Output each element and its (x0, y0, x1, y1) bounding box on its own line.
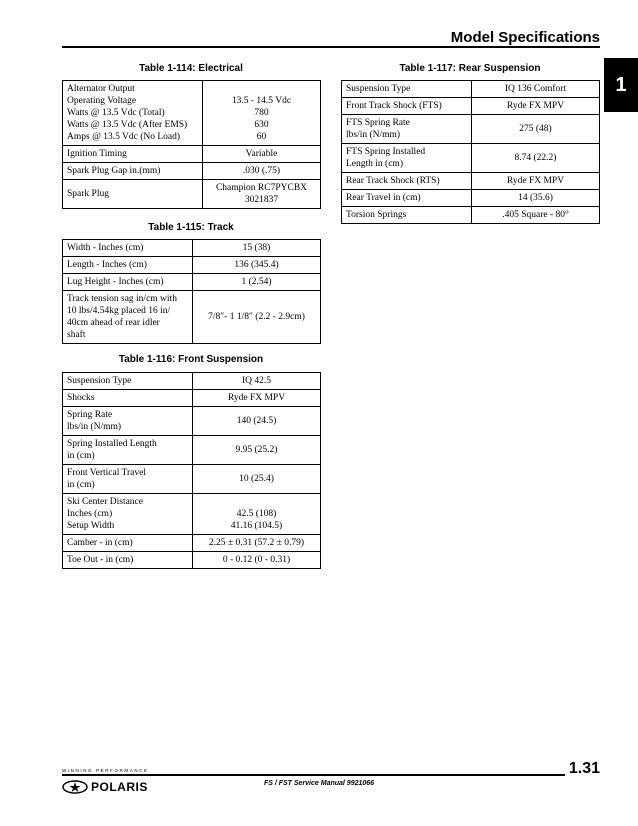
footer-rule (62, 774, 600, 776)
table-row (342, 144, 600, 173)
row-value: Ryde FX MPV (472, 98, 600, 115)
row-label: Front Vertical Travel in (cm) (63, 465, 193, 494)
row-label: Length - Inches (cm) (63, 257, 193, 274)
row-value: .030 (.75) (203, 163, 321, 180)
row-value: 140 (24.5) (193, 407, 321, 436)
brand-tagline: WINNING PERFORMANCE (62, 768, 153, 773)
track-table (62, 239, 321, 344)
row-value: 2.25 ± 0.31 (57.2 ± 0.79) (193, 535, 321, 552)
front-suspension-table (62, 372, 321, 569)
table-row (63, 390, 321, 407)
chapter-tab: 1 (604, 58, 638, 112)
row-value: Ryde FX MPV (472, 173, 600, 190)
row-value: 275 (48) (472, 115, 600, 144)
row-label: Spring Installed Length in (cm) (63, 436, 193, 465)
electrical-table (62, 80, 321, 209)
row-value: Ryde FX MPV (193, 390, 321, 407)
row-value: 42.5 (108) 41.16 (104.5) (193, 494, 321, 535)
row-label: Spark Plug (63, 180, 203, 209)
row-label: FTS Spring Rate lbs/in (N/mm) (342, 115, 472, 144)
row-label: Suspension Type (342, 81, 472, 98)
header-rule (62, 46, 600, 48)
table-row (342, 115, 600, 144)
table-row (63, 257, 321, 274)
row-label: FTS Spring Installed Length in (cm) (342, 144, 472, 173)
table-row (63, 494, 321, 535)
table-row (63, 180, 321, 209)
row-label: Rear Track Shock (RTS) (342, 173, 472, 190)
row-label: Ignition Timing (63, 146, 203, 163)
table-row (63, 163, 321, 180)
track-table-caption: Table 1-115: Track (148, 222, 234, 233)
row-label: Rear Travel in (cm) (342, 190, 472, 207)
table-row (342, 207, 600, 224)
row-value: 14 (35.6) (472, 190, 600, 207)
row-value: .405 Square - 80° (472, 207, 600, 224)
row-value: Variable (203, 146, 321, 163)
row-label: Ski Center Distance Inches (cm) Setup Width (63, 494, 193, 535)
table-row (63, 465, 321, 494)
table-row (63, 146, 321, 163)
table-row (63, 535, 321, 552)
row-label: Toe Out - in (cm) (63, 552, 193, 569)
table-row (342, 190, 600, 207)
page-number: 1.31 (565, 760, 600, 778)
row-value: 10 (25.4) (193, 465, 321, 494)
page-header-title: Model Specifications (450, 29, 600, 46)
row-label: Spring Rate lbs/in (N/mm) (63, 407, 193, 436)
row-label: Width - Inches (cm) (63, 240, 193, 257)
row-value: 8.74 (22.2) (472, 144, 600, 173)
rear-suspension-table (341, 80, 600, 224)
table-row (63, 407, 321, 436)
table-row (63, 240, 321, 257)
row-value: Champion RC7PYCBX 3021837 (203, 180, 321, 209)
electrical-table-caption: Table 1-114: Electrical (139, 63, 243, 74)
table-row (63, 436, 321, 465)
table-row (63, 81, 321, 146)
row-label: Spark Plug Gap in.(mm) (63, 163, 203, 180)
row-value: IQ 42.5 (193, 373, 321, 390)
row-label: Track tension sag in/cm with 10 lbs/4.54kg placed 16 in/ 40cm ahead of rear idler shaft (63, 291, 193, 344)
row-value: IQ 136 Comfort (472, 81, 600, 98)
rear-suspension-table-caption: Table 1-117: Rear Suspension (399, 63, 541, 74)
row-value: 136 (345.4) (193, 257, 321, 274)
brand-name: POLARIS (91, 780, 148, 794)
row-value: 1 (2.54) (193, 274, 321, 291)
table-row (63, 291, 321, 344)
table-row (342, 173, 600, 190)
row-label: Shocks (63, 390, 193, 407)
row-value: 0 - 0.12 (0 - 0.31) (193, 552, 321, 569)
row-label: Alternator Output Operating Voltage Watts @ 13.5 Vdc (Total) Watts @ 13.5 Vdc (After EMS) Amps @ 13.5 Vdc (No Load) (63, 81, 203, 146)
table-row (342, 98, 600, 115)
table-row (63, 552, 321, 569)
row-value: 15 (38) (193, 240, 321, 257)
row-label: Suspension Type (63, 373, 193, 390)
row-label: Lug Height - Inches (cm) (63, 274, 193, 291)
row-value: 13.5 - 14.5 Vdc 780 630 60 (203, 81, 321, 146)
row-value: 7/8″- 1 1/8″ (2.2 - 2.9cm) (193, 291, 321, 344)
table-row (342, 81, 600, 98)
table-row (63, 274, 321, 291)
row-value: 9.95 (25.2) (193, 436, 321, 465)
front-suspension-table-caption: Table 1-116: Front Suspension (118, 354, 264, 365)
manual-title: FS / FST Service Manual 9921066 (263, 780, 375, 787)
table-row (63, 373, 321, 390)
row-label: Torsion Springs (342, 207, 472, 224)
row-label: Front Track Shock (FTS) (342, 98, 472, 115)
row-label: Camber - in (cm) (63, 535, 193, 552)
